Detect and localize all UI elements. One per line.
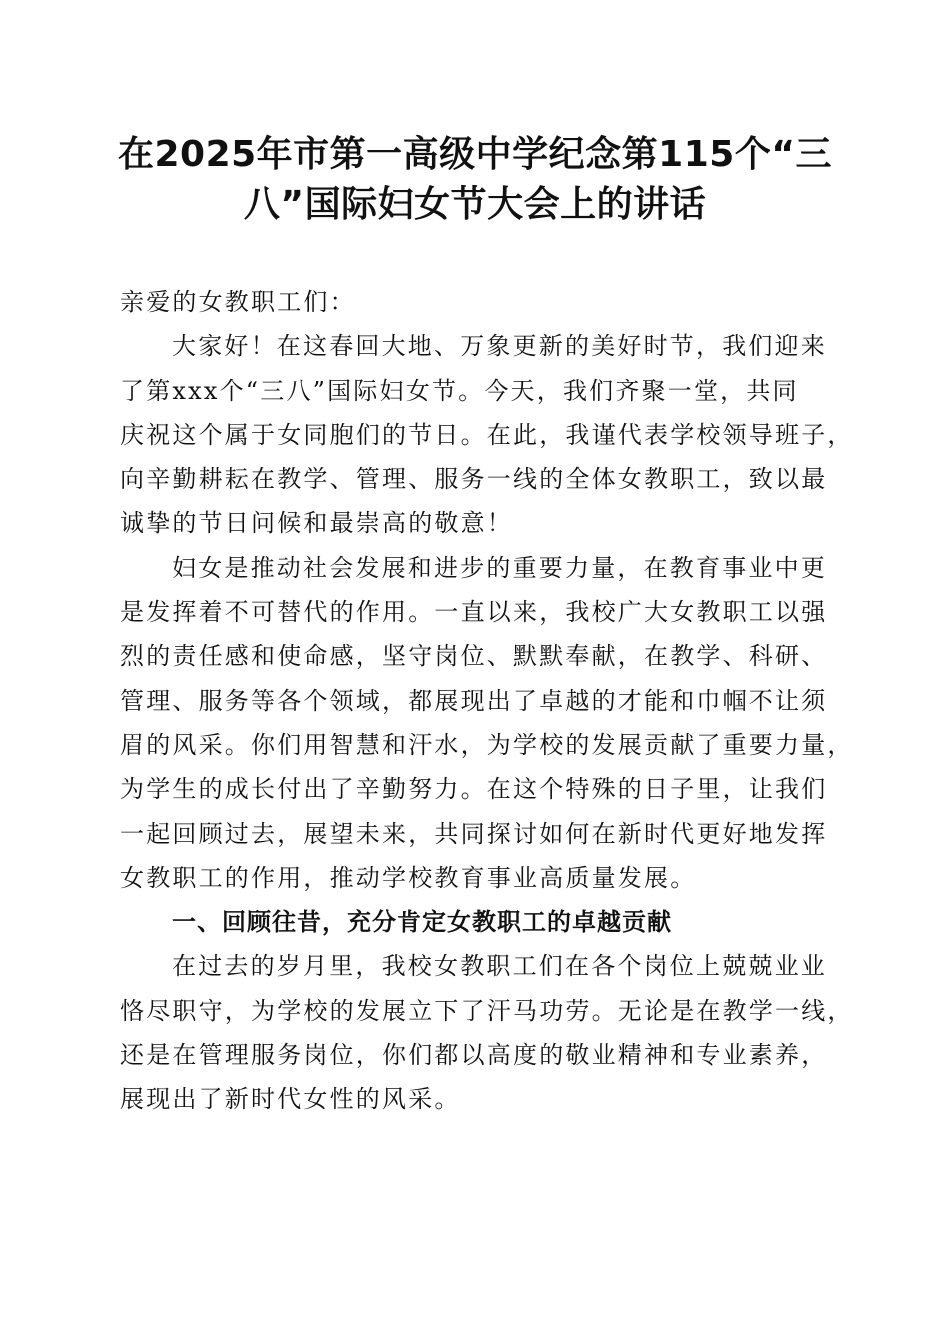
salutation: 亲爱的女教职工们：	[120, 288, 356, 316]
paragraph-line: 是发挥着不可替代的作用。一直以来，我校广大女教职工以强	[120, 598, 828, 627]
paragraph-line: 在过去的岁月里，我校女教职工们在各个岗位上兢兢业业	[172, 952, 827, 981]
paragraph-line: 为学生的成长付出了辛勤努力。在这个特殊的日子里，让我们	[120, 775, 828, 804]
paragraph-line: 妇女是推动社会发展和进步的重要力量，在教育事业中更	[172, 553, 827, 582]
document-title	[100, 130, 850, 230]
paragraph-line: 了第xxx个“三八”国际妇女节。今天，我们齐聚一堂，共同	[120, 376, 799, 405]
paragraph-line: 一起回顾过去，展望未来，共同探讨如何在新时代更好地发挥	[120, 819, 828, 848]
paragraph-line: 向辛勤耕耘在教学、管理、服务一线的全体女教职工，致以最	[120, 465, 828, 494]
paragraph-line: 恪尽职守，为学校的发展立下了汗马功劳。无论是在教学一线，	[120, 996, 854, 1025]
paragraph-line: 还是在管理服务岗位，你们都以高度的敬业精神和专业素养，	[120, 1041, 828, 1070]
document-body	[120, 280, 854, 1122]
section-heading: 一、回顾往昔，充分肯定女教职工的卓越贡献	[172, 908, 672, 937]
paragraph-greeting	[120, 324, 854, 545]
paragraph-line: 展现出了新时代女性的风采。	[120, 1085, 461, 1114]
title-line-2: 八”国际妇女节大会上的讲话	[243, 184, 707, 225]
paragraph-line: 庆祝这个属于女同胞们的节日。在此，我谨代表学校领导班子，	[120, 420, 854, 449]
paragraph-line: 女教职工的作用，推动学校教育事业高质量发展。	[120, 863, 697, 892]
title-line-1: 在2025年市第一高级中学纪念第115个“三	[117, 134, 832, 175]
paragraph-line: 诚挚的节日问候和最崇高的敬意！	[120, 509, 513, 538]
paragraph-line: 管理、服务等各个领域，都展现出了卓越的才能和巾帼不让须	[120, 686, 828, 715]
paragraph-review	[120, 944, 854, 1121]
paragraph-line: 烈的责任感和使命感，坚守岗位、默默奉献，在教学、科研、	[120, 642, 828, 671]
paragraph-role-of-women	[120, 546, 854, 900]
paragraph-line: 大家好！在这春回大地、万象更新的美好时节，我们迎来	[172, 332, 827, 361]
paragraph-line: 眉的风采。你们用智慧和汗水，为学校的发展贡献了重要力量，	[120, 730, 854, 759]
